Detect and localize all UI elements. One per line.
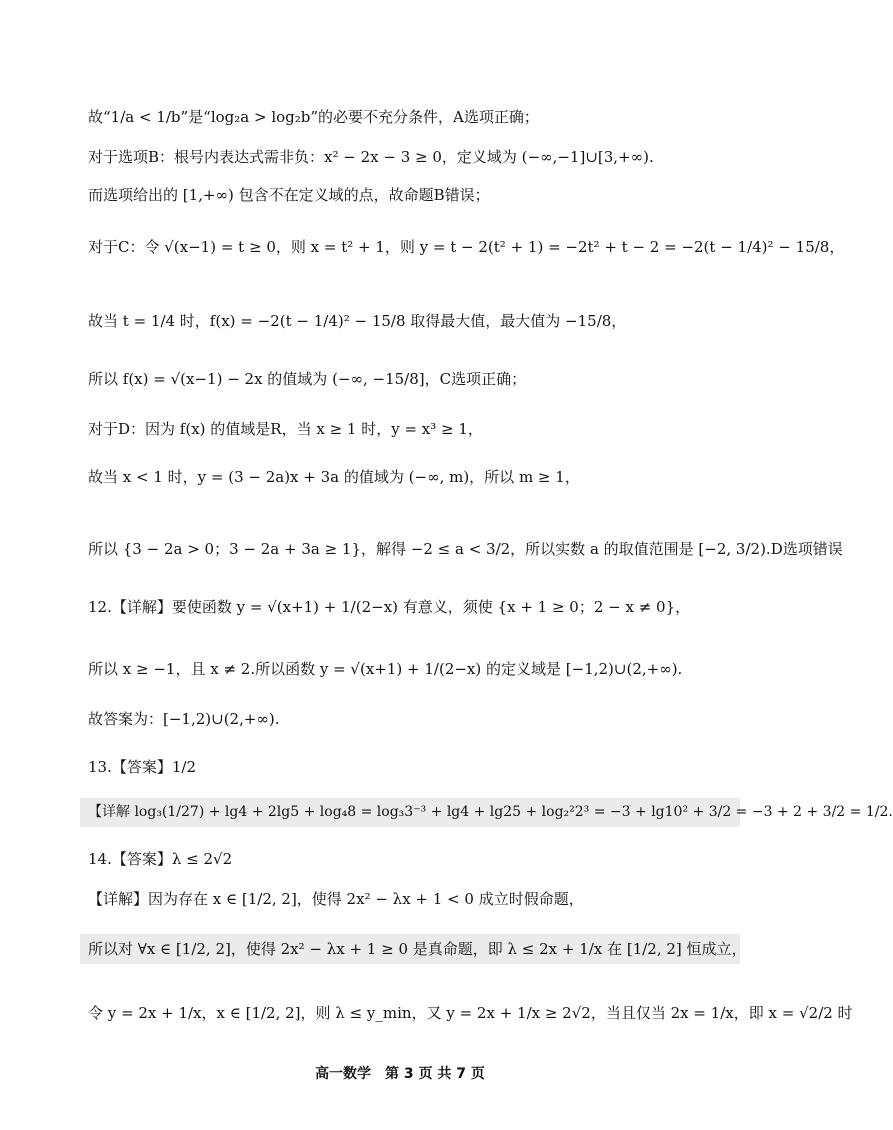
- line-b-conclusion: 而选项给出的 [1,+∞) 包含不在定义域的点，故命题B错误；: [88, 186, 490, 204]
- line-c-substitution: 对于C：令 √(x−1) = t ≥ 0，则 x = t² + 1，则 y = t − 2(t² + 1) = −2t² + t − 2 = −2(t − 1/4)² − 15/8，: [88, 238, 845, 256]
- q13-answer: 13.【答案】1/2: [88, 758, 196, 776]
- q14-answer: 14.【答案】λ ≤ 2√2: [88, 850, 233, 868]
- q12-detail: 12.【详解】要使函数 y = √(x+1) + 1/(2−x) 有意义，须使 {x + 1 ≥ 0；2 − x ≠ 0}，: [88, 598, 691, 616]
- line-a-conclusion: 故“1/a < 1/b”是“log₂a > log₂b”的必要不充分条件，A选项正确；: [88, 108, 539, 126]
- q13-detail: 【详解 log₃(1/27) + lg4 + 2lg5 + log₄8 = log₃3⁻³ + lg4 + lg25 + log₂²2³ = −3 + lg10² + 3/2 = −3 + 2 + 3/2 = 1/2.: [80, 798, 740, 827]
- line-b-condition: 对于选项B：根号内表达式需非负：x² − 2x − 3 ≥ 0，定义域为 (−∞,−1]∪[3,+∞).: [88, 148, 654, 166]
- line-d-linear: 故当 x < 1 时，y = (3 − 2a)x + 3a 的值域为 (−∞, m)，所以 m ≥ 1，: [88, 468, 580, 486]
- q12-answer: 故答案为：[−1,2)∪(2,+∞).: [88, 710, 280, 728]
- line-d-range: 对于D：因为 f(x) 的值域是R，当 x ≥ 1 时，y = x³ ≥ 1，: [88, 420, 483, 438]
- line-d-system: 所以 {3 − 2a > 0；3 − 2a + 3a ≥ 1}，解得 −2 ≤ a < 3/2，所以实数 a 的取值范围是 [−2, 3/2).D选项错误: [88, 540, 843, 558]
- q14-detail-minimum: 令 y = 2x + 1/x，x ∈ [1/2, 2]，则 λ ≤ y_min，又 y = 2x + 1/x ≥ 2√2，当且仅当 2x = 1/x，即 x = √2/2 时: [88, 1004, 853, 1022]
- line-c-range: 所以 f(x) = √(x−1) − 2x 的值域为 (−∞, −15/8]，C选项正确；: [88, 370, 527, 388]
- q14-detail-true-statement: 所以对 ∀x ∈ [1/2, 2]，使得 2x² − λx + 1 ≥ 0 是真命题，即 λ ≤ 2x + 1/x 在 [1/2, 2] 恒成立，: [80, 934, 740, 964]
- q14-detail-premise: 【详解】因为存在 x ∈ [1/2, 2]，使得 2x² − λx + 1 < 0 成立时假命题，: [88, 890, 584, 908]
- line-c-maximum: 故当 t = 1/4 时，f(x) = −2(t − 1/4)² − 15/8 取得最大值，最大值为 −15/8，: [88, 312, 627, 330]
- q12-domain: 所以 x ≥ −1，且 x ≠ 2.所以函数 y = √(x+1) + 1/(2−x) 的定义域是 [−1,2)∪(2,+∞).: [88, 660, 683, 678]
- page-footer: 高一数学 第 3 页 共 7 页: [315, 1066, 485, 1082]
